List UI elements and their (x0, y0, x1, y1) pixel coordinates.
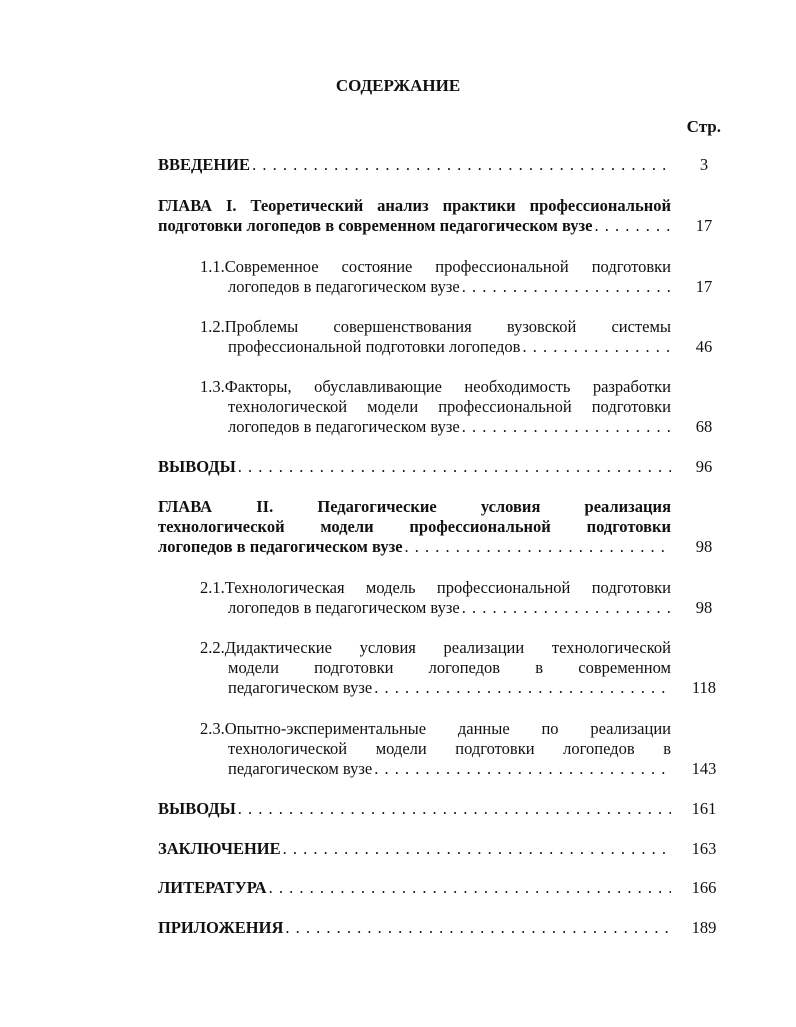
entry-line: ВЫВОДЫ (158, 457, 236, 476)
toc-entry-appendices (158, 918, 671, 938)
page-column-label: Стр. (686, 117, 721, 136)
dot-leader (372, 759, 671, 779)
entry-line: логопедов в педагогическом вузе (228, 598, 460, 617)
entry-line: подготовки логопедов в современном педагогическом вузе (158, 216, 593, 235)
entry-line: технологической модели профессиональной подготовки (158, 517, 671, 536)
entry-line: модели подготовки логопедов в современном (228, 658, 671, 677)
entry-line: 1.3.Факторы, обуславливающие необходимость разработки (200, 377, 671, 396)
dot-leader (403, 537, 671, 557)
entry-line: ГЛАВА I. Теоретический анализ практики профессиональной (158, 196, 671, 215)
entry-line: ВВЕДЕНИЕ (158, 155, 251, 174)
toc-entry-conclusions-2 (158, 799, 671, 819)
toc-entry-literature (158, 878, 671, 898)
page-number: 118 (691, 678, 717, 697)
entry-line: педагогическом вузе (228, 759, 373, 778)
entry-line: ГЛАВА II. Педагогические условия реализация (158, 497, 671, 516)
entry-line: ЛИТЕРАТУРА (158, 878, 267, 897)
page-number: 98 (695, 537, 713, 556)
toc-entry-chapter-2 (158, 497, 671, 557)
toc-entry-final-conclusion (158, 839, 671, 859)
entry-line: логопедов в педагогическом вузе (228, 277, 460, 296)
toc-entry-conclusions-1 (158, 457, 671, 477)
toc-title: СОДЕРЖАНИЕ (335, 76, 461, 95)
entry-line: логопедов в педагогическом вузе (228, 417, 460, 436)
entry-line: технологической модели подготовки логопедов в (228, 739, 671, 758)
toc-entry-2-2 (200, 638, 671, 698)
toc-entry-1-2 (200, 317, 671, 357)
dot-leader (281, 839, 671, 859)
page-number: 143 (691, 759, 717, 778)
toc-entry-chapter-1 (158, 196, 671, 236)
page-number: 96 (695, 457, 713, 476)
entry-line: ВЫВОДЫ (158, 799, 236, 818)
dot-leader (236, 457, 671, 477)
dot-leader (236, 799, 671, 819)
toc-entry-1-1 (200, 257, 671, 297)
entry-line: 2.2.Дидактические условия реализации технологической (200, 638, 671, 657)
dot-leader (267, 878, 671, 898)
page-number: 17 (695, 277, 713, 296)
page-number: 17 (695, 216, 713, 235)
page-number: 46 (695, 337, 713, 356)
dot-leader (460, 417, 671, 437)
page-number: 166 (691, 878, 717, 897)
toc-entry-2-1 (200, 578, 671, 618)
entry-line: ЗАКЛЮЧЕНИЕ (158, 839, 281, 858)
dot-leader (283, 918, 671, 938)
entry-line: ПРИЛОЖЕНИЯ (158, 918, 284, 937)
entry-line: технологической модели профессиональной подготовки (228, 397, 671, 416)
dot-leader (520, 337, 671, 357)
dot-leader (460, 598, 671, 618)
dot-leader (460, 277, 671, 297)
dot-leader (593, 216, 671, 236)
page-number: 189 (691, 918, 717, 937)
entry-line: педагогическом вузе (228, 678, 373, 697)
page-number: 68 (695, 417, 713, 436)
entry-line: профессиональной подготовки логопедов (228, 337, 521, 356)
page-number: 163 (691, 839, 717, 858)
toc-entry-1-3 (200, 377, 671, 437)
entry-line: 2.1.Технологическая модель профессиональной подготовки (200, 578, 671, 597)
dot-leader (250, 155, 671, 175)
page-number: 161 (691, 799, 717, 818)
entry-line: 1.2.Проблемы совершенствования вузовской системы (200, 317, 671, 336)
entry-line: 1.1.Современное состояние профессиональной подготовки (200, 257, 671, 276)
toc-entry-2-3 (200, 719, 671, 779)
entry-line: 2.3.Опытно-экспериментальные данные по реализации (200, 719, 671, 738)
entry-line: логопедов в педагогическом вузе (158, 537, 403, 556)
dot-leader (372, 678, 671, 698)
page-number: 3 (699, 155, 709, 174)
toc-entry-introduction (158, 155, 671, 175)
page-number: 98 (695, 598, 713, 617)
